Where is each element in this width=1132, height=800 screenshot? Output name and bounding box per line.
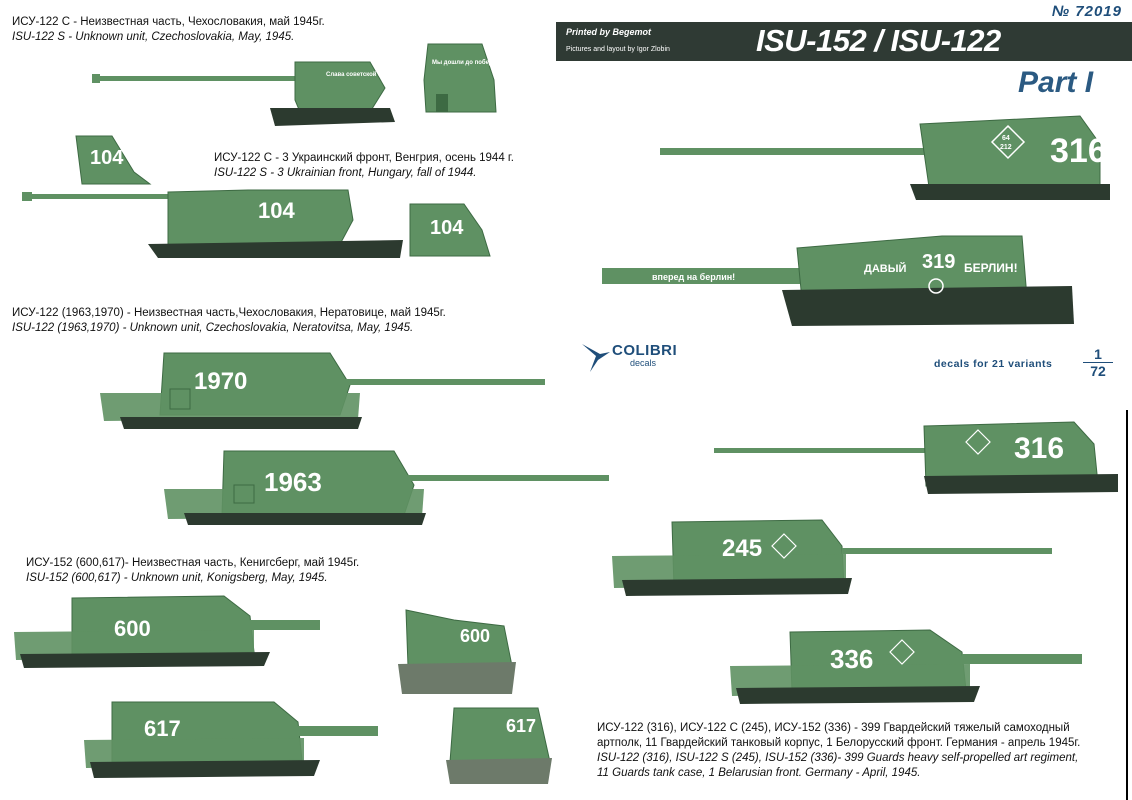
scale-numerator: 1	[1094, 346, 1102, 362]
variants-label: decals for 21 variants	[934, 358, 1053, 370]
caption-en-line2: 11 Guards tank case, 1 Belarusian front. Germany - April, 1945.	[597, 767, 921, 779]
tank-profile-319	[602, 228, 1112, 334]
slogan-vpered: вперед на берлин!	[652, 272, 736, 282]
caption-en: ISU-122 S - Unknown unit, Czechoslovakia, May, 1945.	[12, 31, 295, 43]
caption-ru: ИСУ-122 С - 3 Украинский фронт, Венгрия, осень 1944 г.	[214, 152, 514, 164]
slogan-berlin: БЕРЛИН!	[964, 261, 1018, 275]
colibri-bird-icon	[580, 340, 612, 374]
marking-316-bottom: 316	[1014, 432, 1065, 465]
caption-ru-line2: артполк, 11 Гвардейский танковый корпус, 1 Белорусский фронт. Германия - апрель 1945г.	[597, 737, 1081, 749]
tank-profile-104	[18, 180, 408, 260]
tank-front-104	[404, 200, 494, 260]
tank-profile-245	[612, 516, 1062, 596]
slogan-davyi: ДАВЫЙ	[864, 263, 907, 275]
tank-front-617	[442, 704, 554, 786]
slogan-doshli: Мы дошли до победы	[432, 60, 498, 66]
caption-ru: ИСУ-122 (1963,1970) - Неизвестная часть,Чехословакия, Нератовице, май 1945г.	[12, 307, 446, 319]
marking-1963: 1963	[264, 467, 322, 497]
marking-104-front: 104	[430, 217, 464, 239]
caption-ru: ИСУ-152 (600,617)- Неизвестная часть, Кенигсберг, май 1945г.	[26, 557, 360, 569]
marking-319: 319	[922, 251, 956, 273]
tank-profile-316-bottom	[714, 414, 1124, 494]
marking-617: 617	[144, 716, 181, 741]
scale-denominator: 72	[1090, 363, 1106, 379]
slogan-slava: Слава советской артиллерии	[326, 72, 414, 78]
caption-en: ISU-152 (600,617) - Unknown unit, Konigsberg, May, 1945.	[26, 572, 328, 584]
marking-316-top: 316	[1050, 132, 1107, 170]
tank-profile-336	[730, 626, 1110, 710]
brand-sub: decals	[630, 358, 657, 368]
marking-600-front: 600	[460, 626, 491, 646]
catalog-number: № 72019	[1051, 3, 1122, 20]
right-edge-rule	[1126, 410, 1128, 800]
caption-ru-line1: ИСУ-122 (316), ИСУ-122 С (245), ИСУ-152 (336) - 399 Гвардейский тяжелый самоходный	[597, 722, 1070, 734]
marking-600: 600	[114, 616, 151, 641]
tank-profile-1963	[164, 445, 614, 525]
marking-104-rear: 104	[90, 147, 124, 169]
tank-profile-617	[84, 696, 444, 782]
caption-en: ISU-122 (1963,1970) - Unknown unit, Czechoslovakia, Neratovitsa, May, 1945.	[12, 322, 414, 334]
tank-profile-316-top	[660, 104, 1110, 200]
tank-front-isu122s-1	[414, 40, 504, 130]
header-bar	[556, 22, 1132, 61]
page-title: ISU-152 / ISU-122	[756, 23, 1001, 58]
part-label: Part I	[1018, 66, 1094, 99]
brand-name: COLIBRI	[612, 342, 678, 359]
marking-1970: 1970	[194, 368, 248, 395]
caption-399-guards	[597, 721, 1080, 781]
marking-336: 336	[830, 644, 874, 674]
tank-profile-isu122s-1	[70, 40, 414, 130]
printed-by: Printed by Begemot	[566, 27, 652, 37]
caption-isu122-neratovice	[12, 306, 446, 336]
caption-ru: ИСУ-122 С - Неизвестная часть, Чехословакия, май 1945г.	[12, 16, 325, 28]
scale-label	[1083, 346, 1113, 379]
caption-en: ISU-122 S - 3 Ukrainian front, Hungary, fall of 1944.	[214, 167, 477, 179]
caption-isu152-konigsberg	[26, 556, 359, 586]
division-top: 64	[1002, 135, 1010, 142]
caption-en-line1: ISU-122 (316), ISU-122 S (245), ISU-152 (336)- 399 Guards heavy self-propelled art regiment,	[597, 752, 1079, 764]
marking-104-side: 104	[258, 198, 295, 223]
division-bottom: 212	[1000, 144, 1012, 151]
marking-617-front: 617	[506, 716, 537, 736]
tank-profile-1970	[100, 345, 550, 430]
tank-front-600	[394, 606, 520, 698]
caption-isu122s-hungary	[214, 151, 514, 181]
marking-245: 245	[722, 535, 763, 562]
tank-profile-600	[14, 592, 324, 672]
credits: Pictures and layout by Igor Zlobin	[566, 46, 670, 53]
